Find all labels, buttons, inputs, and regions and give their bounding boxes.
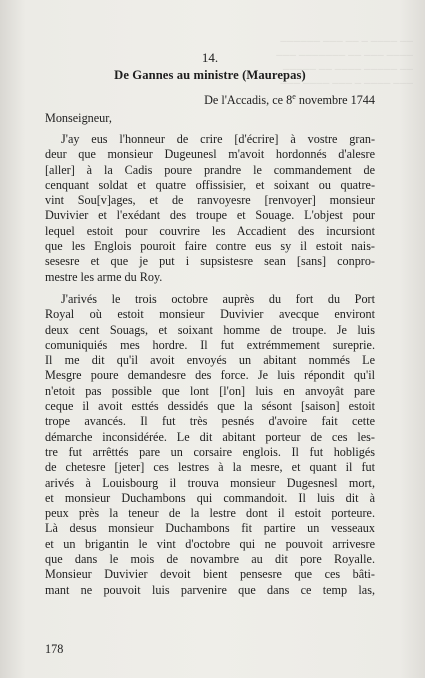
dateline-superscript: e	[292, 92, 296, 101]
dateline-date: novembre 1744	[295, 93, 375, 108]
text-line: mant ne pouvoit luis parvenire que dans ce temp las,	[45, 582, 375, 597]
text-line: lequel estoit pour couvrire les Accadient des incursiont	[45, 223, 375, 238]
bleed-through-text: ── ──── ─ ── ─── ────── ──── ─── ── ─────── ─── ── ───── ──── ── ───── ─── ──── ─ ─── ──── ───	[275, 36, 413, 88]
text-line: et monsieur Duchambons qui commandoit. Il luis dit à	[45, 490, 375, 505]
text-line: tre fut arrêttés pare un corsaire englois. Il fut hobligés	[45, 444, 375, 459]
text-line: que les Englois pouroit faire contre eus sy il estoit nais-	[45, 239, 375, 254]
text-line: [aller] à la Cadis poure prandre le commandement de	[45, 162, 375, 177]
letter-paragraph-2	[45, 292, 375, 598]
text-line: Monsieur Duvivier devoit bient pensesre que ces bâti-	[45, 567, 375, 582]
text-line: Duvivier et l'exédant des troupe et Souage. L'objest pour	[45, 208, 375, 223]
dateline-place: De l'Accadis, ce 8	[204, 93, 293, 108]
text-line: deux cent Souags, et soixant homme de troupe. Je luis	[45, 322, 375, 337]
text-line: démarche inconsidérée. Le dit abitant porteur de ces les-	[45, 429, 375, 444]
page-number: 178	[45, 642, 64, 656]
text-line: vint Sou[v]ages, et de ranvoyesre [renvoyer] monsieur	[45, 193, 375, 208]
text-line: Il me dit qu'il avoit envoyés un abitant nommés Le	[45, 353, 375, 368]
text-line: peux près la teneur de la lestre dont il estoit porteure.	[45, 506, 375, 521]
text-line: mestre les arme du Roy.	[45, 269, 163, 284]
dateline	[45, 87, 375, 111]
text-line: cenquant soldat et quatre offissisier, et soixant ou quatre-	[45, 177, 375, 192]
salutation: Monseigneur,	[45, 111, 112, 125]
text-line: Royal où estoit monsieur Duvivier avecque environt	[45, 307, 375, 322]
text-line: que dans le mois de novambre au dit pore Royalle.	[45, 552, 375, 567]
text-line: deur que monsieur Dugeunesl m'avoit hordonnés d'alesre	[45, 147, 375, 162]
text-line: J'ay eus l'honneur de crire [d'écrire] à vostre gran-	[61, 132, 375, 146]
document-title: De Gannes au ministre (Maurepas)	[114, 68, 306, 82]
text-line: Mesgre poure demandesre des force. Je luis répondit qu'il	[45, 368, 375, 383]
text-line: n'etoit pas possible que lont [l'on] luis en anvoyât pare	[45, 383, 375, 398]
page-content	[45, 50, 375, 605]
text-line: arivés à Louisbourg il trouva monsieur Dugesnesl mort,	[45, 475, 375, 490]
document-number: 14.	[201, 50, 219, 65]
text-line: sesesre et que je put i supsistesre sean [sans] conpro-	[45, 254, 375, 269]
text-line: comuniquiés mes hordre. Il fut extrémmement sureprie.	[45, 337, 375, 352]
text-line: de chetesre [jeter] ces lestres à la mesre, et quant il fut	[45, 460, 375, 475]
text-line: ceque il avoit esttés dessidés que la sésont [saison] estoit	[45, 399, 375, 414]
text-line: et un brigantin le vint d'octobre qui ne pouvoit arrivesre	[45, 536, 375, 551]
text-line: J'arivés le trois octobre auprès du fort du Port	[61, 291, 375, 306]
letter-paragraph-1	[45, 132, 375, 285]
text-line: trope avancés. Il fut très pesnés d'avoire fait cette	[45, 414, 375, 429]
text-line: Là desus monsieur Duchambons fit partire un vesseaux	[45, 521, 375, 536]
